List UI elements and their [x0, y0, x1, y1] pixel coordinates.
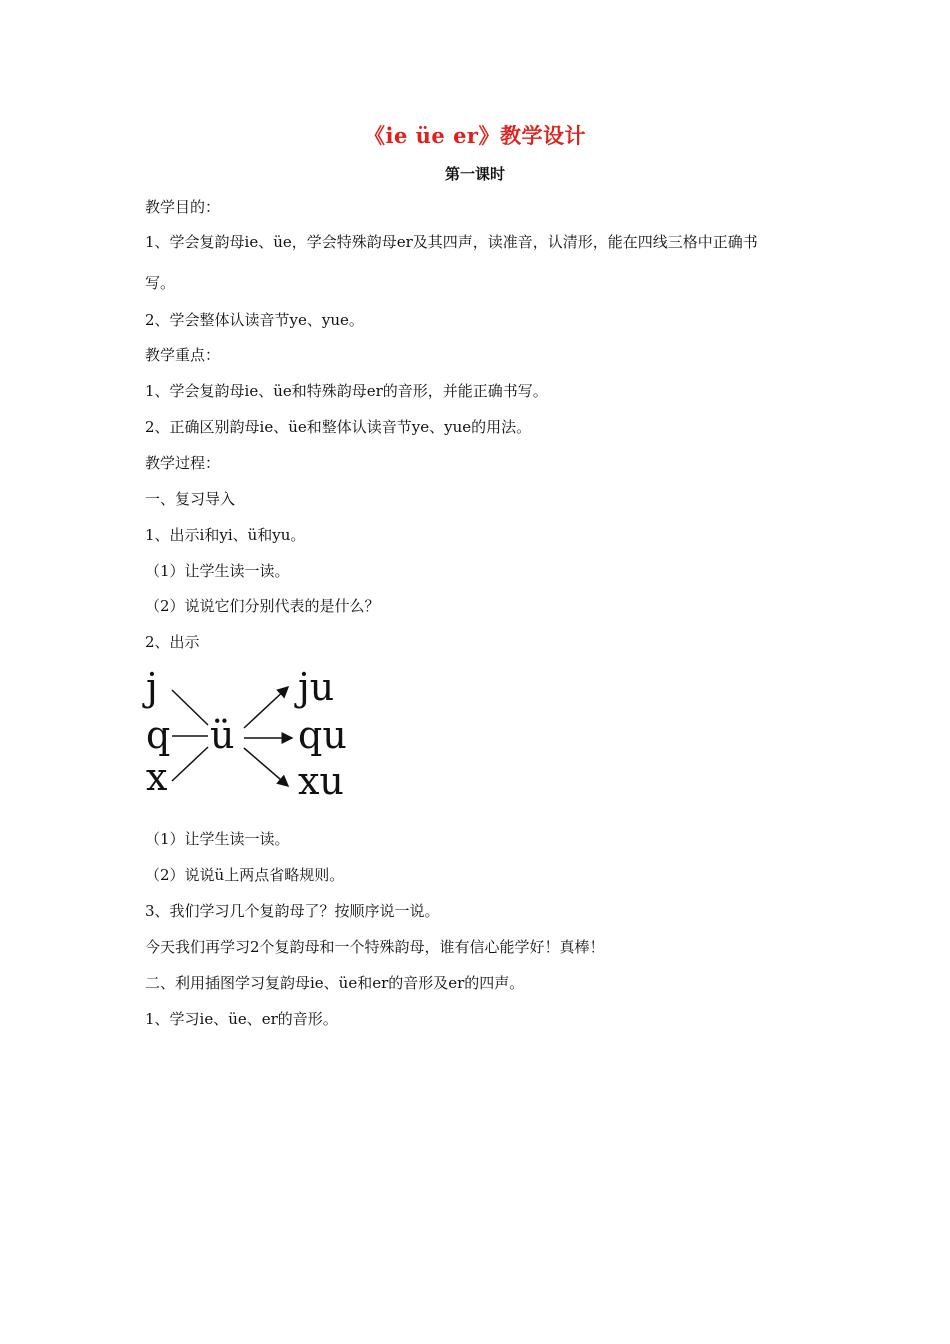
diagram-left-q: q: [146, 713, 171, 757]
section-heading-objectives: 教学目的：: [145, 198, 221, 216]
paragraph-line: 2、出示: [145, 633, 200, 651]
diagram-left-x: x: [146, 755, 168, 799]
section-heading-key-points: 教学重点：: [145, 346, 221, 364]
paragraph-line: （2）说说它们分别代表的是什么？: [145, 597, 380, 615]
paragraph-line: 3、我们学习几个复韵母了？按顺序说一说。: [145, 902, 440, 920]
section-heading-illustration: 二、利用插图学习复韵母ie、üe和er的音形及er的四声。: [145, 974, 525, 992]
diagram-right-qu: qu: [298, 713, 347, 757]
paragraph-line: （1）让学生读一读。: [145, 562, 290, 580]
diagram-left-j: j: [146, 668, 158, 709]
paragraph-line: 今天我们再学习2个复韵母和一个特殊韵母，谁有信心能学好！真棒！: [145, 938, 605, 956]
document-title: 《ie üe er》教学设计: [363, 123, 586, 148]
paragraph-line: （1）让学生读一读。: [145, 830, 290, 848]
pinyin-diagram: [140, 668, 360, 808]
paragraph-line: 一、复习导入: [145, 490, 236, 508]
paragraph-line: 写。: [145, 274, 176, 292]
connector-x: [172, 747, 208, 781]
paragraph-line: 1、学会复韵母ie、üe和特殊韵母er的音形，并能正确书写。: [145, 382, 548, 400]
paragraph-line: 1、学习ie、üe、er的音形。: [145, 1010, 338, 1028]
paragraph-line: 1、出示i和yi、ü和yu。: [145, 526, 306, 544]
diagram-right-ju: ju: [298, 668, 335, 709]
paragraph-line: 2、正确区别韵母ie、üe和整体认读音节ye、yue的用法。: [145, 418, 532, 436]
paragraph-line: （2）说说ü上两点省略规则。: [145, 866, 345, 884]
connector-j: [172, 690, 208, 725]
arrow-to-xu: [244, 748, 288, 786]
diagram-right-xu: xu: [298, 759, 344, 803]
document-subtitle: 第一课时: [444, 165, 505, 183]
diagram-center-u: ü: [210, 713, 235, 757]
paragraph-line: 1、学会复韵母ie、üe，学会特殊韵母er及其四声，读准音，认清形，能在四线三格中正确书: [145, 233, 758, 251]
arrow-to-ju: [244, 687, 288, 728]
section-heading-process: 教学过程：: [145, 454, 221, 472]
paragraph-line: 2、学会整体认读音节ye、yue。: [145, 311, 364, 329]
